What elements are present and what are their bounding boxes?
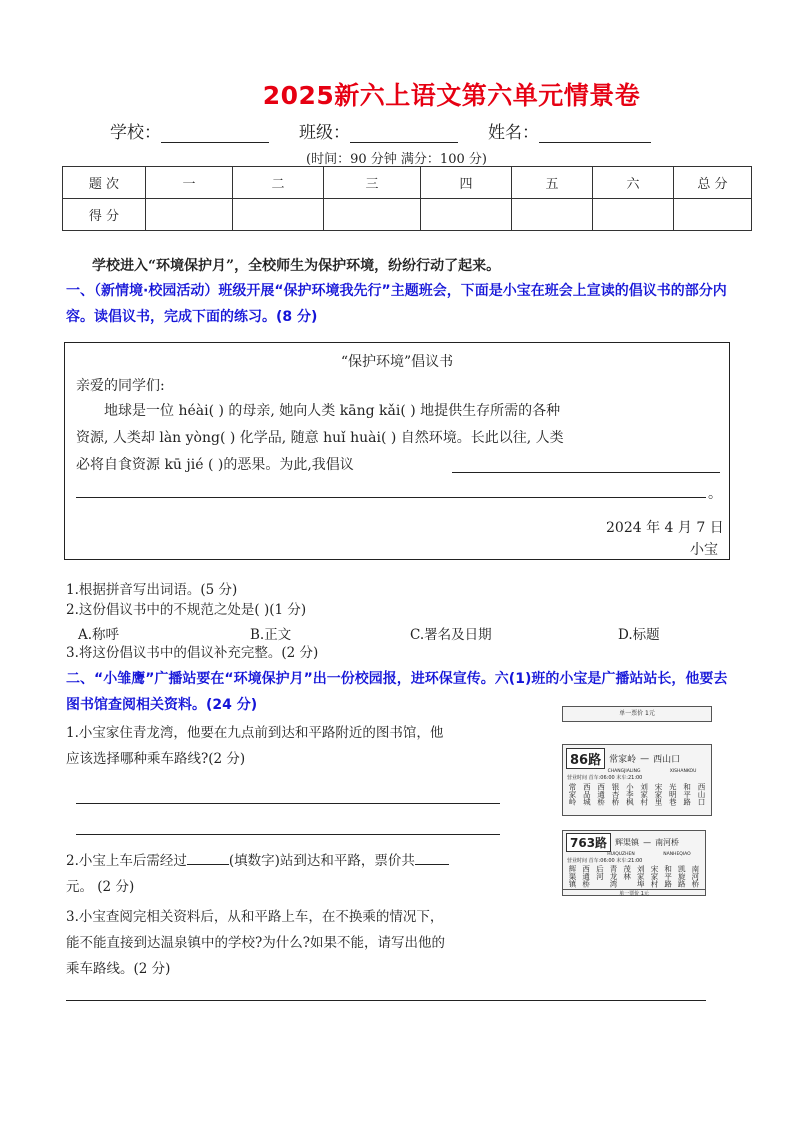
- letter-line: 必将自食资源 kū jié ( )的恶果。为此,我倡议: [76, 457, 354, 473]
- route-number: 86路: [566, 748, 605, 769]
- stop-label: 西山口: [696, 783, 706, 806]
- letter-signature: 小宝: [690, 542, 718, 558]
- score-table-score-row: [63, 199, 752, 231]
- page-title: 2025新六上语文第六单元情景卷: [262, 81, 641, 110]
- question-text: (填数字)站到达和平路，票价共: [228, 853, 415, 869]
- stop-label: 茂林: [622, 865, 632, 880]
- question-1-2: 2.这份倡议书中的不规范之处是( )(1 分): [66, 602, 307, 618]
- score-cell[interactable]: [674, 199, 752, 231]
- question-text: 能不能直接到达温泉镇中的学校?为什么?如果不能，请写出他的: [66, 935, 445, 951]
- table-cell: 总 分: [674, 167, 752, 199]
- score-cell[interactable]: [512, 199, 593, 231]
- stop-label: 后河: [595, 865, 605, 880]
- table-cell: 得 分: [63, 199, 146, 231]
- route-from-pinyin: CHANGJIALING: [607, 769, 641, 774]
- section2-heading: 二、“小雏鹰”广播站要在“环境保护月”出一份校园报，进环保宣传。六(1)班的小宝是广播站站长，他要去图书馆查阅相关资料。(24 分): [66, 671, 728, 713]
- question-2-3: [66, 904, 445, 982]
- table-cell: 四: [421, 167, 512, 199]
- time-note: (时间：90 分钟 满分：100 分): [306, 152, 487, 167]
- table-cell: 一: [146, 167, 233, 199]
- route-dash: —: [640, 753, 650, 764]
- stop-label: 刘家村: [639, 783, 649, 806]
- school-label: 学校：: [110, 123, 161, 143]
- fare-banner-bottom: 单一票价 1元: [563, 889, 705, 897]
- class-label: 班级：: [299, 123, 350, 143]
- score-cell[interactable]: [146, 199, 233, 231]
- option-a[interactable]: A.称呼: [78, 627, 120, 643]
- stop-label: 和平路: [663, 865, 673, 888]
- question-2-2: [66, 848, 449, 900]
- letter-line: 资源, 人类却 làn yòng( ) 化学品, 随意 huǐ huài( ) 自然环境。长此以往, 人类: [76, 430, 564, 446]
- table-cell: 五: [512, 167, 593, 199]
- stops-count-blank[interactable]: [187, 850, 229, 865]
- fare-banner: [562, 706, 712, 722]
- score-table-header-row: [63, 167, 752, 199]
- letter-title: “保护环境”倡议书: [340, 354, 454, 370]
- route-to-pinyin: XISHANKOU: [669, 769, 697, 774]
- stop-label: 刘家埠: [636, 865, 646, 888]
- stop-label: 西通桥: [596, 783, 606, 806]
- stop-label: 常家岭: [568, 783, 577, 806]
- stop-label: 西通桥: [581, 865, 591, 888]
- stop-label: 光明巷: [668, 783, 678, 806]
- option-d[interactable]: D.标题: [618, 627, 660, 643]
- route-86-sign: [562, 744, 712, 816]
- route-to: 西山口: [653, 755, 681, 765]
- class-field[interactable]: [299, 118, 458, 143]
- school-field[interactable]: [110, 118, 269, 143]
- question-text: 3.小宝查阅完相关资料后，从和平路上车，在不换乘的情况下，: [66, 909, 444, 925]
- route-number: 763路: [566, 833, 611, 852]
- end-mark: 。: [708, 486, 722, 502]
- letter-line: 地球是一位 héài( ) 的母亲, 她向人类 kāng kǎi( ) 地提供生存所需的各种: [104, 403, 561, 419]
- answer-line[interactable]: [76, 803, 500, 804]
- answer-line[interactable]: [66, 1000, 706, 1001]
- question-text: 元。 (2 分): [66, 879, 135, 895]
- route-from: 辉渠镇: [615, 838, 640, 847]
- route-to-pinyin: NANHEQIAO: [663, 852, 691, 857]
- route-763-sign: [562, 830, 706, 896]
- route-from: 常家岭: [609, 755, 637, 765]
- name-label: 姓名：: [488, 123, 539, 143]
- answer-line[interactable]: [76, 834, 500, 835]
- intro-text: 学校进入“环境保护月”，全校师生为保护环境，纷纷行动了起来。: [92, 258, 501, 274]
- table-cell: 六: [593, 167, 674, 199]
- question-text: 2.小宝上车后需经过: [66, 853, 187, 869]
- stop-label: 凯旋路: [677, 865, 687, 888]
- stop-label: 宋家村: [649, 865, 659, 888]
- name-blank[interactable]: [539, 124, 651, 143]
- stop-label: 银杏桥: [610, 783, 620, 806]
- route-86-stops: [563, 781, 711, 808]
- table-cell: 题 次: [63, 167, 146, 199]
- question-text: 乘车路线。(2 分): [66, 961, 171, 977]
- route-hours: 营业时间 首车:06:00 末车:21:00: [567, 775, 643, 781]
- question-1-1: 1.根据拼音写出词语。(5 分): [66, 582, 238, 598]
- route-763-stops: [563, 864, 705, 889]
- proposal-answer-line[interactable]: [452, 472, 720, 473]
- option-b[interactable]: B.正文: [250, 627, 292, 643]
- question-text: 应该选择哪种乘车路线?(2 分): [66, 751, 246, 767]
- score-cell[interactable]: [593, 199, 674, 231]
- stop-label: 宋家里: [653, 783, 663, 806]
- stop-label: 青龙湾: [608, 865, 618, 888]
- stop-label: 小李枫: [625, 783, 635, 806]
- score-cell[interactable]: [324, 199, 421, 231]
- score-cell[interactable]: [233, 199, 324, 231]
- proposal-answer-line[interactable]: [76, 497, 706, 498]
- stop-label: 西品城: [582, 783, 592, 806]
- class-blank[interactable]: [350, 124, 458, 143]
- letter-date: 2024 年 4 月 7 日: [606, 520, 724, 536]
- score-cell[interactable]: [421, 199, 512, 231]
- route-hours: 营业时间 首车:06:00 末车:21:00: [567, 858, 643, 864]
- route-from-pinyin: HUIQUZHEN: [607, 852, 635, 857]
- name-field[interactable]: [488, 118, 651, 143]
- score-table: [62, 166, 752, 231]
- question-text: 1.小宝家住青龙湾，他要在九点前到达和平路附近的图书馆，他: [66, 725, 444, 741]
- student-info-row: [110, 118, 681, 143]
- stop-label: 南河桥: [690, 865, 700, 888]
- stop-label: 和平路: [682, 783, 692, 806]
- section1-heading: 一、（新情境·校园活动）班级开展“保护环境我先行”主题班会，下面是小宝在班会上宣读的倡议书的部分内容。读倡议书，完成下面的练习。(8 分): [66, 283, 727, 325]
- route-to: 南河桥: [655, 838, 680, 847]
- stop-label: 辉渠镇: [568, 865, 577, 888]
- letter-greeting: 亲爱的同学们:: [76, 378, 165, 394]
- bus-route-image: [560, 706, 712, 902]
- fare-blank[interactable]: [415, 850, 449, 865]
- table-cell: 三: [324, 167, 421, 199]
- route-dash: —: [643, 838, 652, 847]
- school-blank[interactable]: [161, 124, 269, 143]
- question-1-3: 3.将这份倡议书中的倡议补充完整。(2 分): [66, 645, 319, 661]
- option-c[interactable]: C.署名及日期: [410, 627, 492, 643]
- fare-text: 单一票价 1元: [619, 710, 655, 717]
- question-2-1: [66, 720, 443, 772]
- table-cell: 二: [233, 167, 324, 199]
